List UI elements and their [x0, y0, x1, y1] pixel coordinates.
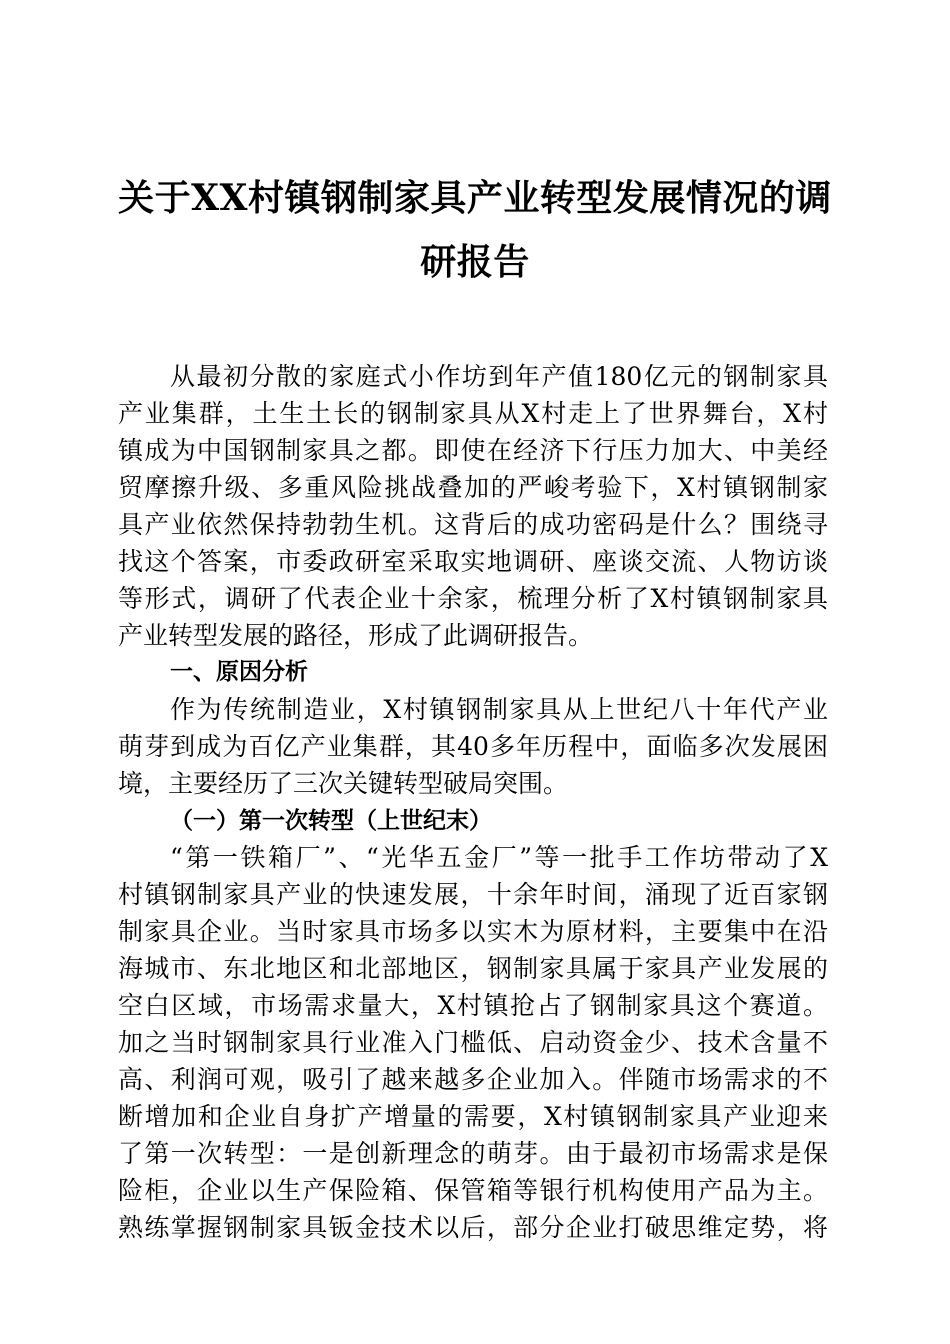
paragraph-line: 断增加和企业自身扩产增量的需要，X村镇钢制家具产业迎来: [118, 1102, 828, 1131]
paragraph-line: 村镇钢制家具产业的快速发展，十余年时间，涌现了近百家钢: [118, 880, 828, 909]
section-heading: 一、原因分析: [170, 659, 308, 685]
paragraph-line: 从最初分散的家庭式小作坊到年产值180亿元的钢制家具: [170, 362, 828, 391]
paragraph-line: 熟练掌握钢制家具钣金技术以后，部分企业打破思维定势，将: [118, 1213, 828, 1242]
paragraph-line: 产业集群，土生土长的钢制家具从X村走上了世界舞台，X村: [118, 399, 828, 428]
paragraph-line: 贸摩擦升级、多重风险挑战叠加的严峻考验下，X村镇钢制家: [118, 473, 828, 502]
document-title: [118, 166, 832, 294]
title-line: 关于XX村镇钢制家具产业转型发展情况的调: [118, 177, 832, 219]
paragraph-line: 境，主要经历了三次关键转型破局突围。: [118, 769, 569, 798]
document-body: [118, 358, 828, 1246]
title-line: 研报告: [420, 241, 530, 283]
section1-paragraph: [118, 691, 828, 802]
paragraph-line: 海城市、东北地区和北部地区，钢制家具属于家具产业发展的: [118, 954, 828, 983]
paragraph-line: 萌芽到成为百亿产业集群，其40多年历程中，面临多次发展困: [118, 732, 828, 761]
paragraph-line: 空白区域，市场需求量大，X村镇抢占了钢制家具这个赛道。: [118, 991, 828, 1020]
paragraph-line: 加之当时钢制家具行业准入门槛低、启动资金少、技术含量不: [118, 1028, 828, 1057]
subsection-heading: （一）第一次转型（上世纪末）: [170, 807, 492, 834]
paragraph-line: 制家具企业。当时家具市场多以实木为原材料，主要集中在沿: [118, 917, 828, 946]
paragraph-line: 了第一次转型：一是创新理念的萌芽。由于最初市场需求是保: [118, 1139, 828, 1168]
paragraph-line: “第一铁箱厂”、“光华五金厂”等一批手工作坊带动了X: [170, 843, 828, 872]
paragraph-line: 作为传统制造业，X村镇钢制家具从上世纪八十年代产业: [170, 695, 828, 724]
subsection1-paragraph: [118, 839, 828, 1246]
paragraph-line: 具产业依然保持勃勃生机。这背后的成功密码是什么？围绕寻: [118, 510, 828, 539]
paragraph-line: 产业转型发展的路径，形成了此调研报告。: [118, 621, 594, 650]
intro-paragraph: [118, 358, 828, 654]
paragraph-line: 镇成为中国钢制家具之都。即使在经济下行压力加大、中美经: [118, 436, 828, 465]
paragraph-line: 找这个答案，市委政研室采取实地调研、座谈交流、人物访谈: [118, 547, 828, 576]
paragraph-line: 等形式，调研了代表企业十余家，梳理分析了X村镇钢制家具: [118, 584, 828, 613]
paragraph-line: 险柜，企业以生产保险箱、保管箱等银行机构使用产品为主。: [118, 1176, 828, 1205]
paragraph-line: 高、利润可观，吸引了越来越多企业加入。伴随市场需求的不: [118, 1065, 828, 1094]
